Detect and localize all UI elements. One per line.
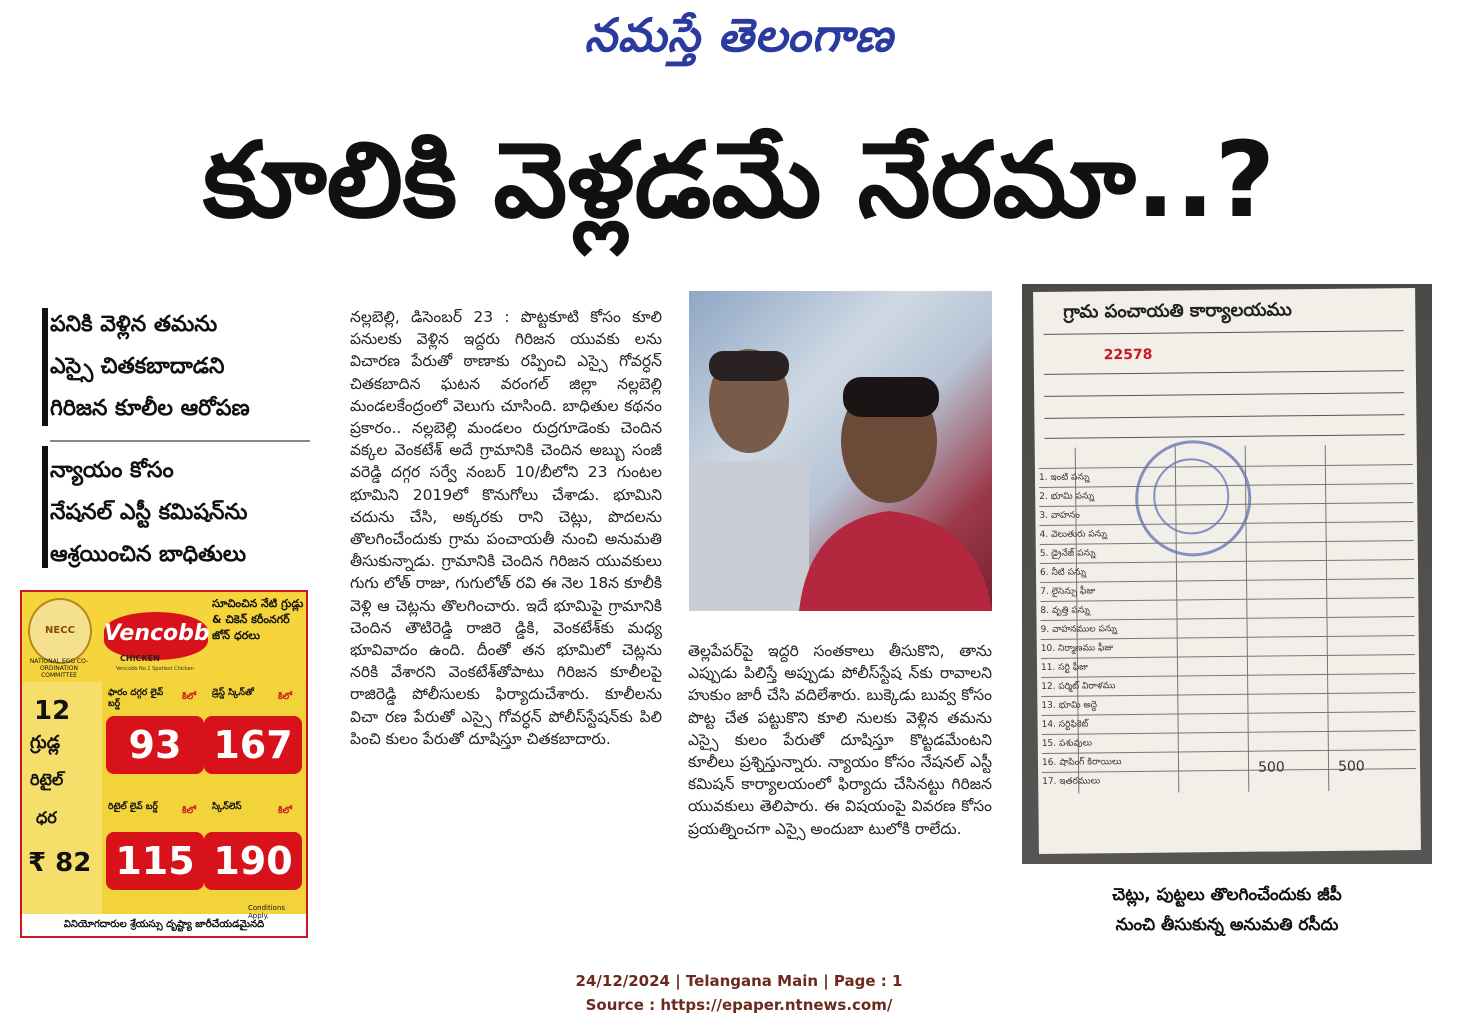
necc-logo: NECC: [28, 598, 92, 664]
receipt-row: 2. భూమి పన్ను: [1039, 483, 1413, 506]
sidebar-highlights: [50, 304, 320, 576]
per-kg-label: కిలో: [278, 806, 292, 816]
sidebar-line: న్యాయం కోసం: [50, 458, 174, 483]
egg-price-column: [22, 682, 102, 914]
ad-price-panel: [22, 682, 306, 920]
conditions-apply: Conditions Apply.: [248, 904, 286, 920]
photo-illustration: [689, 291, 992, 611]
receipt-rule: [1044, 370, 1404, 375]
receipt-amount: 500: [1257, 759, 1285, 776]
receipt-row: 9. వాహనముల పన్ను: [1041, 616, 1415, 639]
article-column-1: నల్లబెల్లి, డిసెంబర్ 23 : పొట్టకూటి కోసం కూలి పనులకు వెళ్లిన ఇద్దరు గిరిజన యువకు లను విచారణ పేరుతో ఠాణాకు రప్పించి ఎస్సై గోవర్ధన్ చితకబాదిన ఘటన వరంగల్ జిల్లా నల్లబెల్లి మండలకేంద్రంలో వెలుగు చూసింది. బాధితుల కథనం ప్రకారం.. నల్లబెల్లి మండలం రుద్రగూడెంకు చెందిన వక్కల వెంకటేశ్ అదే గ్రామానికి చెందిన అబ్బు సంజీ వరెడ్డి దగ్గర సర్వే నంబర్ 10/బీలోని 23 గుంటల భూమిని 2019లో కొనుగోలు చేశాడు. భూమిని చదును చేసి, అక్కరకు రాని చెట్లు, పొదలను తొలగించేందుకు గ్రామ పంచాయతీ నుంచి అనుమతి తీసుకున్నాడు. గ్రామానికి చెందిన గిరిజన యువకులు గుగు లోత్ రాజు, గుగులోత్ రవి ఈ నెల 18న కూలీకి వెళ్లి ఆ చెట్లను తొలగించారు. ఇదే భూమిపై గ్రామానికి చెందిన తౌటిరెడ్డి రాజిరె డ్డికి, వెంకటేశ్‌కు మధ్య భూవివాదం ఉంది. దీంతో తన భూమిలో చెట్లను నరికి వేశారని వెంకటేశ్‌తోపాటు గిరిజన కూలీలపై రాజిరెడ్డి పోలీసులకు ఫిర్యాదుచేశారు. కూలీలను విచా రణ పేరుతో ఎస్సై గోవర్ధన్ పోలీస్‌స్టేషన్‌కు పిలి పించి కులం పేరుతో దూషిస్తూ చితకబాదారు.: [350, 308, 662, 748]
sidebar-bar-1: [42, 308, 48, 426]
item-label: రిటైల్ లైవ్ బర్డ్: [108, 802, 158, 812]
headline: కూలికి వెళ్లడమే నేరమా..?: [202, 119, 1276, 241]
receipt-rule: [1044, 414, 1404, 419]
sidebar-line: ఆశ్రయించిన బాధితులు: [50, 542, 247, 567]
price-box: 190: [204, 832, 302, 890]
brand-tagline: Vencobb No.1 Spotlest Chicken: [116, 666, 194, 672]
price-box: 93: [106, 716, 204, 774]
edition-info: 24/12/2024 | Telangana Main | Page : 1: [575, 972, 903, 990]
egg-chicken-price-ad: [20, 590, 308, 938]
retail-label: రిటైల్: [30, 770, 64, 789]
caption-line: నుంచి తీసుకున్న అనుమతి రసీదు: [1115, 915, 1339, 935]
per-kg-label: కిలో: [182, 806, 196, 816]
egg-price: ₹ 82: [28, 848, 92, 878]
receipt-row: 5. డ్రైనేజ్ పన్ను: [1040, 540, 1414, 563]
sidebar-bar-2: [42, 446, 48, 568]
sidebar-line: గిరిజన కూలీల ఆరోపణ: [50, 396, 250, 421]
receipt-row: 6. నీటి పన్ను: [1040, 559, 1414, 582]
brand-subtitle: CHICKEN: [120, 654, 160, 663]
per-kg-label: కిలో: [182, 692, 196, 702]
vencobb-logo: Vencobb: [104, 612, 208, 660]
victims-photo: [689, 291, 992, 611]
item-label: డ్రెస్డ్ స్కిన్‌తో: [212, 688, 254, 698]
receipt-rule: [1044, 392, 1404, 397]
receipt-amount: 500: [1337, 758, 1365, 775]
receipt-number: 22578: [1103, 346, 1153, 364]
price-box: 167: [204, 716, 302, 774]
receipt-rule: [1044, 330, 1404, 335]
ad-footer: వినియోగదారుల శ్రేయస్సు దృష్ట్యా జారీచేయడమైనది: [63, 919, 265, 930]
receipt-row: 4. వెలుతురు పన్ను: [1040, 521, 1414, 544]
receipt-row: 1. ఇంటి పన్ను: [1039, 464, 1413, 487]
receipt-paper: [1033, 288, 1421, 854]
receipt-row: 14. సర్టిఫికెట్: [1041, 711, 1415, 734]
receipt-row: 17. ఇతరములు: [1042, 768, 1416, 791]
receipt-caption: [1022, 880, 1432, 940]
sidebar-line: పనికి వెళ్లిన తమను: [50, 312, 218, 337]
price-box: 115: [106, 832, 204, 890]
sidebar-divider: [50, 440, 310, 442]
article-column-2: తెల్లపేపర్‌పై ఇద్దరి సంతకాలు తీసుకొని, తాను ఎప్పుడు పిలిస్తే అప్పుడు పోలీస్‌స్టేష న్‌కు రావాలని హుకుం జారీ చేసి వదిలేశారు. బుక్కెడు బువ్వ కోసం పొట్ట చేత పట్టుకొని కూలి నులకు వెళ్లిన తమను ఎస్సై కులం పేరుతో దూషిస్తూ కొట్టడమేంటని కూలీలు ప్రశ్నిస్తున్నారు. న్యాయం కోసం నేషనల్ ఎస్టీ కమిషన్ కార్యాలయంలో ఫిర్యాదు చేసినట్టు గిరిజన యువకులు తెలిపారు. ఈ విషయంపై వివరణ కోసం ప్రయత్నించగా ఎస్సై అందుబా టులోకి రాలేదు.: [688, 642, 992, 838]
receipt-row: 15. పశువులు: [1042, 730, 1416, 753]
necc-subtitle: NATIONAL EGG CO-ORDINATION COMMITTEE: [29, 658, 89, 679]
sidebar-line: నేషనల్ ఎస్టీ కమిషన్‌ను: [50, 500, 248, 525]
receipt-row: 7. లైసెన్సు ఫీజు: [1040, 578, 1414, 601]
ad-header: [22, 592, 306, 682]
receipt-row: 12. పర్మిట్ విరాళము: [1041, 673, 1415, 696]
receipt-row: 13. భూమి అద్దె: [1041, 692, 1415, 715]
source-url: Source : https://epaper.ntnews.com/: [585, 996, 893, 1014]
item-label: స్కిన్‌లెస్: [212, 802, 242, 812]
item-label: ఫారం దగ్గర లైవ్ బర్డ్: [108, 688, 164, 709]
receipt-row: 10. నిర్మాణము ఫీజు: [1041, 635, 1415, 658]
receipt-row: 3. వాహనం: [1039, 502, 1413, 525]
masthead: నమస్తే తెలంగాణ: [584, 8, 894, 62]
receipt-row: 11. సర్టి ఫీజు: [1041, 654, 1415, 677]
receipt-rule: [1045, 434, 1405, 439]
egg-count: 12: [34, 696, 71, 726]
price-label: ధర: [36, 808, 57, 827]
permission-receipt-photo: [1022, 284, 1432, 864]
receipt-row: 8. వృత్తి పన్ను: [1040, 597, 1414, 620]
receipt-row: 16. షాపింగ్ కిరాయిలు: [1042, 749, 1416, 772]
egg-label: గ్రుడ్ల: [30, 732, 61, 753]
per-kg-label: కిలో: [278, 692, 292, 702]
caption-line: చెట్లు, పుట్టలు తొలగించేందుకు జీపీ: [1112, 885, 1342, 905]
sidebar-line: ఎస్సై చితకబాదాడని: [50, 354, 225, 379]
ad-header-text: సూచించిన నేటి గ్రుడ్లు & చికెన్ కరీంనగర్ జోన్ ధరలు: [212, 597, 304, 642]
receipt-title: గ్రామ పంచాయతి కార్యాలయము: [1063, 299, 1292, 323]
